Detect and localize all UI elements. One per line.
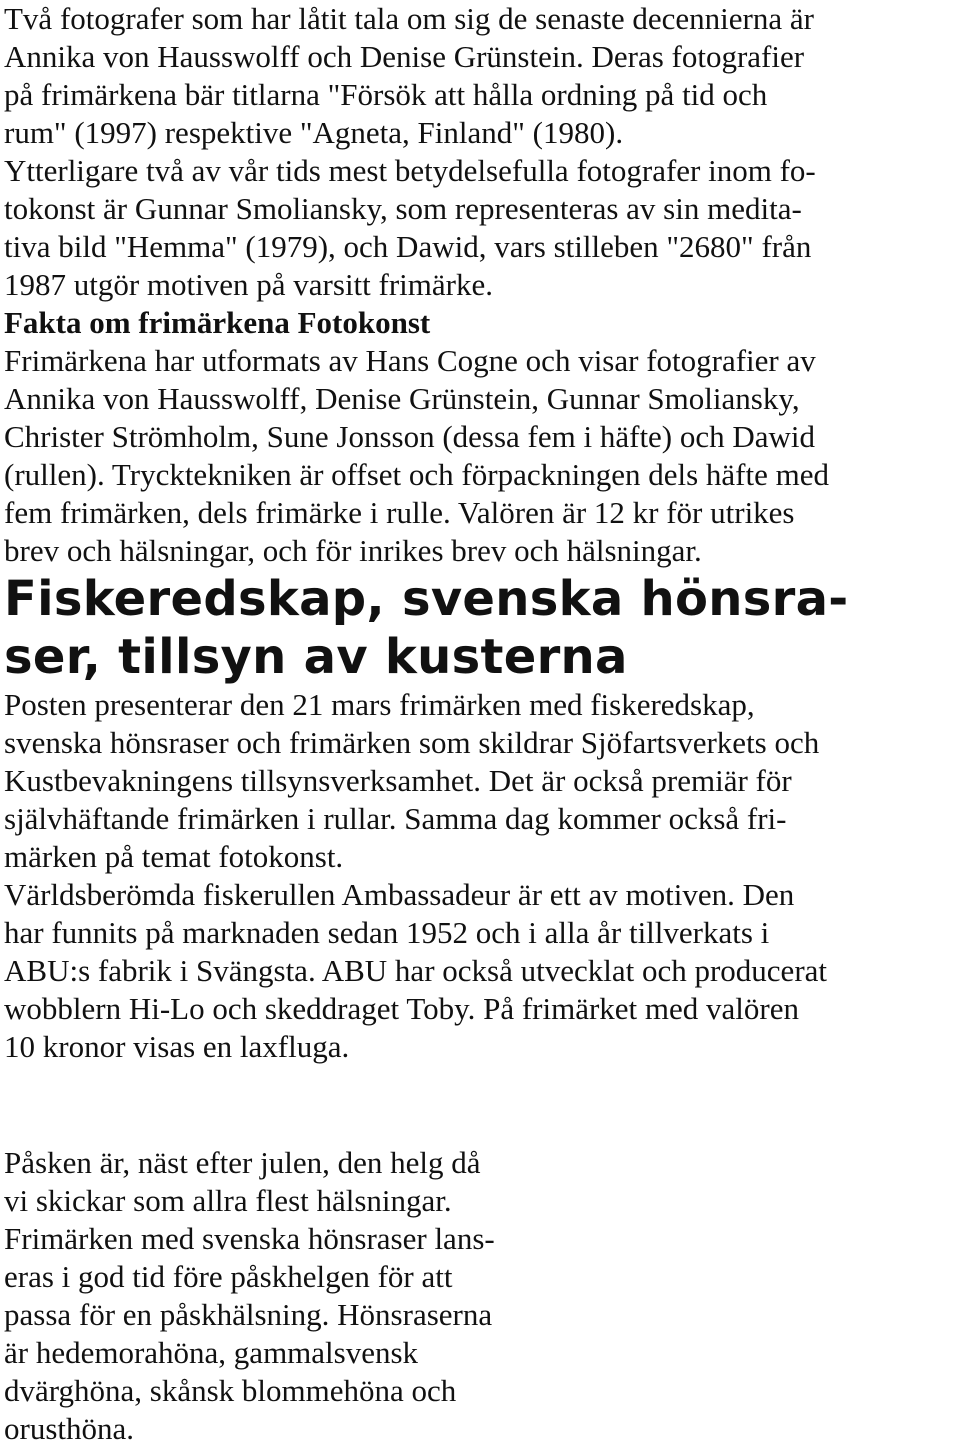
heading-line: Fiskeredskap, svenska hönsra- (4, 571, 849, 627)
text-line: Christer Strömholm, Sune Jonsson (dessa fem i häfte) och Dawid (4, 419, 816, 454)
article-body (4, 686, 827, 1066)
text-line: tokonst är Gunnar Smoliansky, som representeras av sin medita- (4, 191, 802, 226)
text-line: Påsken är, näst efter julen, den helg då (4, 1145, 481, 1180)
intro-paragraph (4, 0, 816, 304)
text-line: 10 kronor visas en laxfluga. (4, 1029, 350, 1064)
text-line: dvärghöna, skånsk blommehöna och (4, 1373, 457, 1408)
text-line: Annika von Hausswolff, Denise Grünstein, Gunnar Smoliansky, (4, 381, 800, 416)
text-line: Två fotografer som har låtit tala om sig de senaste decennierna är (4, 1, 814, 36)
article-heading (4, 570, 849, 686)
text-line: eras i god tid före påskhelgen för att (4, 1259, 453, 1294)
facts-section (4, 304, 829, 570)
text-line: 1987 utgör motiven på varsitt frimärke. (4, 267, 493, 302)
text-line: Frimärken med svenska hönsraser lans- (4, 1221, 495, 1256)
text-line: märken på temat fotokonst. (4, 839, 344, 874)
text-line: Ytterligare två av vår tids mest betydelsefulla fotografer inom fo- (4, 153, 816, 188)
facts-title: Fakta om frimärkena Fotokonst (4, 305, 431, 340)
text-line: fem frimärken, dels frimärke i rulle. Valören är 12 kr för utrikes (4, 495, 795, 530)
text-line: ABU:s fabrik i Svängsta. ABU har också utvecklat och producerat (4, 953, 828, 988)
text-line: (rullen). Trycktekniken är offset och förpackningen dels häfte med (4, 457, 829, 492)
text-line: rum" (1997) respektive "Agneta, Finland" (1980). (4, 115, 624, 150)
text-line: självhäftande frimärken i rullar. Samma dag kommer också fri- (4, 801, 787, 836)
text-line: Kustbevakningens tillsynsverksamhet. Det är också premiär för (4, 763, 792, 798)
text-line: passa för en påskhälsning. Hönsraserna (4, 1297, 493, 1332)
text-line: brev och hälsningar, och för inrikes brev och hälsningar. (4, 533, 702, 568)
text-line: är hedemorahöna, gammalsvensk (4, 1335, 419, 1370)
text-line: tiva bild "Hemma" (1979), och Dawid, vars stilleben "2680" från (4, 229, 812, 264)
text-line: på frimärkena bär titlarna "Försök att hålla ordning på tid och (4, 77, 768, 112)
text-line: Frimärkena har utformats av Hans Cogne och visar fotografier av (4, 343, 816, 378)
text-line: Världsberömda fiskerullen Ambassadeur är ett av motiven. Den (4, 877, 795, 912)
text-line: orusthöna. (4, 1411, 135, 1446)
text-line: har funnits på marknaden sedan 1952 och i alla år tillverkats i (4, 915, 770, 950)
heading-line: ser, tillsyn av kusterna (4, 629, 628, 685)
easter-paragraph (4, 1144, 495, 1448)
text-line: wobblern Hi-Lo och skeddraget Toby. På frimärket med valören (4, 991, 799, 1026)
text-line: Annika von Hausswolff och Denise Grünstein. Deras fotografier (4, 39, 805, 74)
text-line: vi skickar som allra flest hälsningar. (4, 1183, 452, 1218)
text-line: Posten presenterar den 21 mars frimärken med fiskeredskap, (4, 687, 755, 722)
text-line: svenska hönsraser och frimärken som skildrar Sjöfartsverkets och (4, 725, 820, 760)
